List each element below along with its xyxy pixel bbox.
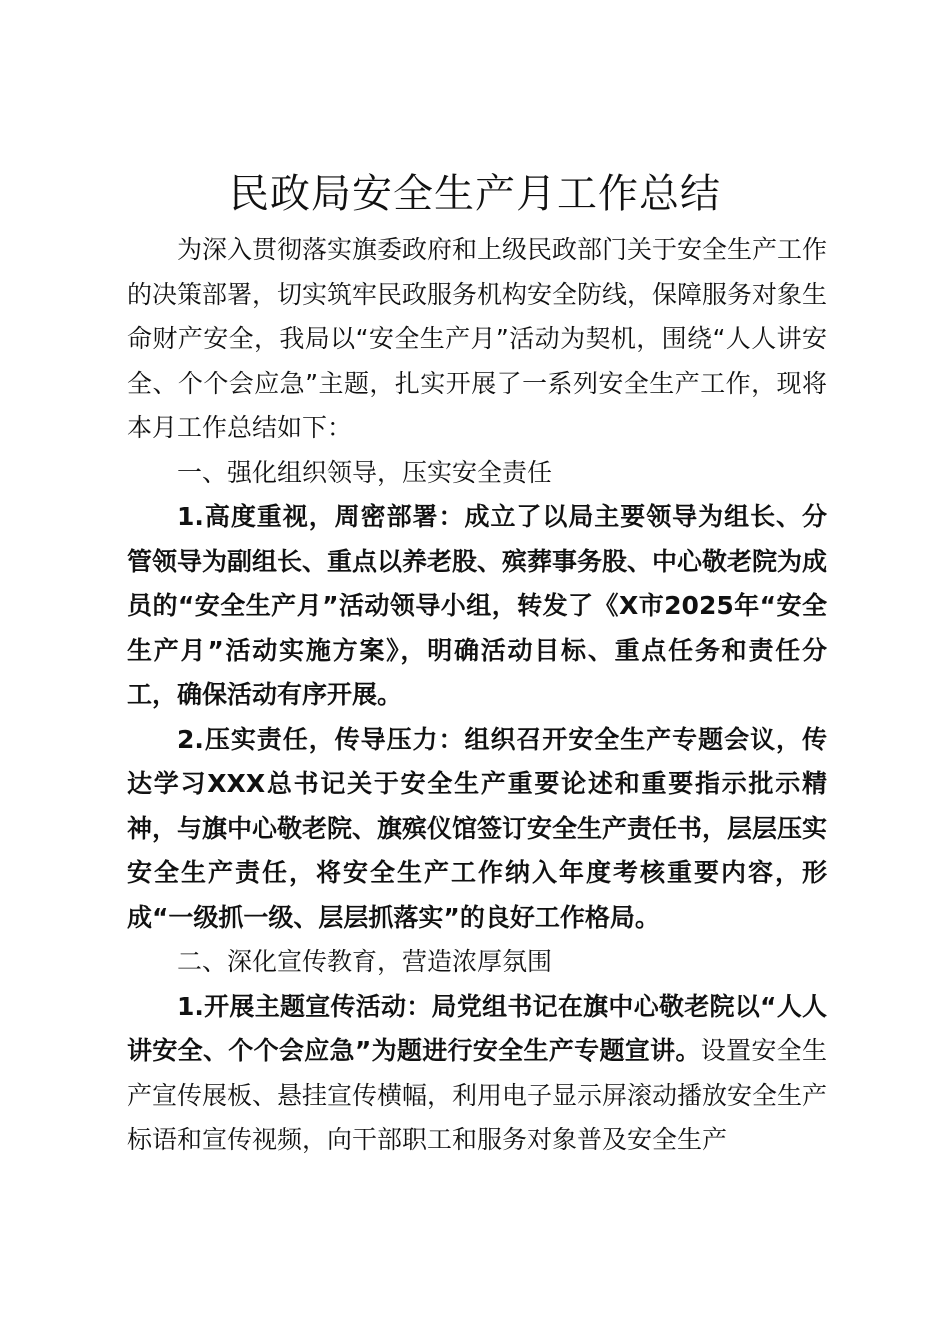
section1-point-1: 1.高度重视，周密部署：成立了以局主要领导为组长、分管领导为副组长、重点以养老股、殡葬事务股、中心敬老院为成员的“安全生产月”活动领导小组，转发了《X市2025年“安全生产月”活动实施方案》，明确活动目标、重点任务和责任分工，确保活动有序开展。 bbox=[127, 502, 828, 709]
section2-point-1 bbox=[127, 985, 827, 1163]
section2-point-1-bold: 1.开展主题宣传活动：局党组书记在旗中心敬老院以“人人讲安全、个个会应急”为题进行安全生产专题宣讲。 bbox=[127, 991, 827, 1065]
section1-point-2: 2.压实责任，传导压力：组织召开安全生产专题会议，传达学习XXX总书记关于安全生产重要论述和重要指示批示精神，与旗中心敬老院、旗殡仪馆签订安全生产责任书，层层压实安全生产责任，将安全生产工作纳入年度考核重要内容，形成“一级抓一级、层层抓落实”的良好工作格局。 bbox=[127, 724, 828, 932]
section-heading-2: 二、深化宣传教育，营造浓厚氛围 bbox=[177, 947, 553, 976]
document-title: 民政局安全生产月工作总结 bbox=[229, 171, 721, 217]
document-body bbox=[127, 228, 827, 1163]
section2-point-1-text: 设置安全生产宣传展板、悬挂宣传横幅，利用电子显示屏滚动播放安全生产标语和宣传视频，向干部职工和服务对象普及安全生产 bbox=[127, 1036, 828, 1154]
section-heading-1: 一、强化组织领导，压实安全责任 bbox=[177, 457, 553, 487]
intro-paragraph: 为深入贯彻落实旗委政府和上级民政部门关于安全生产工作的决策部署，切实筑牢民政服务机构安全防线，保障服务对象生命财产安全，我局以“安全生产月”活动为契机，围绕“人人讲安全、个个会应急”主题，扎实开展了一系列安全生产工作，现将本月工作总结如下： bbox=[127, 235, 828, 442]
